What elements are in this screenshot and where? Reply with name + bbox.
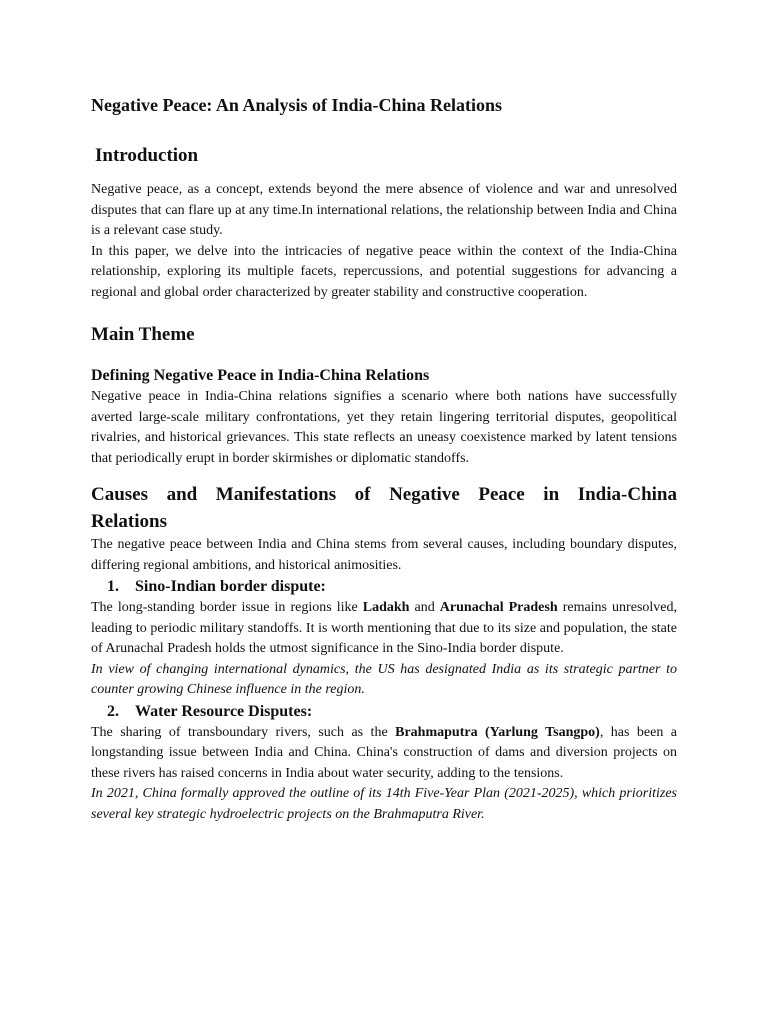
list-item: [91, 576, 677, 701]
causes-heading: Causes and Manifestations of Negative Peace in India-China Relations: [91, 484, 677, 532]
border-dispute-heading: [91, 576, 677, 598]
paragraph-text: remains unresolved, leading to periodic military standoffs. It is worth mentioning that due to its size and population, the state of Arunachal Pradesh holds the utmost significance in the Sino-India border dispute.: [91, 600, 677, 656]
paragraph-text: , has been a longstanding issue between India and China. China's construction of dams and diversion projects on these rivers has raised concerns in India about water security, adding to the tensions.: [91, 724, 678, 781]
water-dispute-italic-note: In 2021, China formally approved the outline of its 14th Five-Year Plan (2021-2025), which prioritizes several key strategic hydroelectric projects on the Brahmaputra River.: [91, 786, 677, 822]
causes-list: [91, 576, 677, 825]
bold-term-arunachal-pradesh: Arunachal Pradesh: [439, 600, 558, 615]
introduction-paragraph-1: Negative peace, as a concept, extends beyond the mere absence of violence and war and unresolved disputes that can flare up at any time.In international relations, the relationship between India and China is a relevant case study.: [91, 182, 677, 238]
list-item-title: Sino-Indian border dispute:: [135, 578, 326, 595]
list-item-number: 2.: [107, 702, 119, 720]
border-dispute-italic-note: In view of changing international dynamics, the US has designated India as its strategic partner to counter growing Chinese influence in the region.: [91, 661, 677, 697]
document-page: [91, 92, 677, 825]
list-item-number: 1.: [107, 578, 119, 595]
bold-term-brahmaputra: Brahmaputra (Yarlung Tsangpo): [395, 724, 600, 740]
bold-term-ladakh: Ladakh: [362, 600, 410, 615]
document-title: Negative Peace: An Analysis of India-China Relations: [91, 95, 503, 115]
introduction-heading: Introduction: [95, 145, 199, 166]
water-dispute-heading: [91, 701, 677, 723]
water-dispute-paragraph: [91, 723, 677, 785]
paragraph-text: The long-standing border issue in regions like: [91, 600, 363, 615]
paragraph-text: and: [409, 600, 440, 615]
defining-negative-peace-paragraph: Negative peace in India-China relations signifies a scenario where both nations have successfully averted large-scale military confrontations, yet they retain lingering territorial disputes, geopolitical rivalries, and historical grievances. This state reflects an uneasy coexistence marked by latent tensions that periodically erupt in border skirmishes or diplomatic standoffs.: [91, 389, 677, 466]
introduction-paragraph-2: In this paper, we delve into the intricacies of negative peace within the context of the India-China relationship, exploring its multiple facets, repercussions, and potential suggestions for advancing a regional and global order characterized by greater stability and constructive cooperation.: [91, 243, 677, 300]
border-dispute-paragraph: [91, 598, 677, 660]
main-theme-heading: Main Theme: [91, 324, 195, 345]
paragraph-text: The sharing of transboundary rivers, such as the: [91, 724, 396, 740]
defining-negative-peace-heading: Defining Negative Peace in India-China Relations: [91, 367, 430, 384]
list-item: [91, 701, 677, 826]
list-item-title: Water Resource Disputes:: [135, 702, 313, 720]
causes-intro-paragraph: The negative peace between India and China stems from several causes, including boundary disputes, differing regional ambitions, and historical animosities.: [91, 537, 677, 573]
